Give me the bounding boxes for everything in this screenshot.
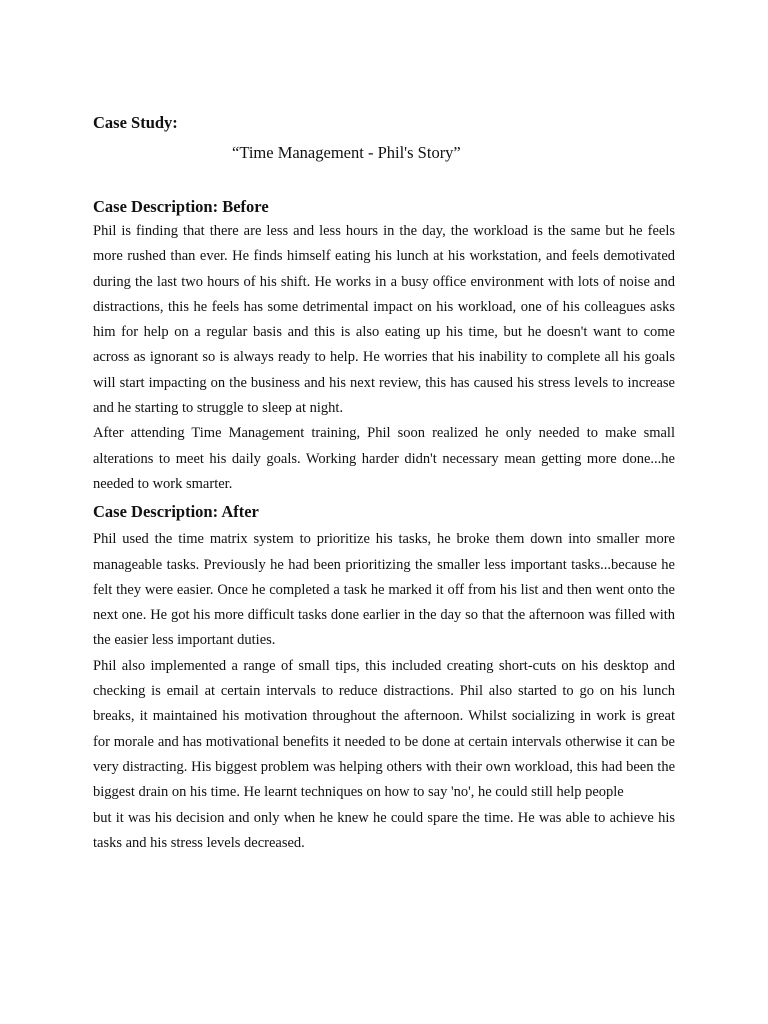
section-before-heading: Case Description: Before xyxy=(93,197,269,216)
document-page xyxy=(93,111,675,856)
paragraph-before-1: Phil is finding that there are less and less hours in the day, the workload is the same but he feels more rushed than ever. He finds himself eating his lunch at his workstation, and feels demotivated during the last two hours of his shift. He works in a busy office environment with lots of noise and distractions, this he feels has some detrimental impact on his workload, one of his colleagues asks him for help on a regular basis and this is also eating up his time, but he doesn't want to come across as ignorant so is always ready to help. He worries that his inability to complete all his goals will start impacting on the business and his next review, this has caused his stress levels to increase and he starting to struggle to sleep at night. xyxy=(93,223,675,417)
document-title: “Time Management - Phil's Story” xyxy=(232,143,461,162)
paragraph-before-2: After attending Time Management training, Phil soon realized he only needed to make small alterations to meet his daily goals. Working harder didn't necessary mean getting more done...he needed to work smarter. xyxy=(93,425,675,492)
paragraph-after-2: Phil also implemented a range of small tips, this included creating short-cuts on his desktop and checking is email at certain intervals to reduce distractions. Phil also started to go on his lunch breaks, it maintained his motivation throughout the afternoon. Whilst socializing in work is great for morale and has motivational benefits it needed to be done at certain intervals otherwise it can be very distracting. His biggest problem was helping others with their own workload, this had been the biggest drain on his time. He learnt techniques on how to say 'no', he could still help people xyxy=(93,657,675,801)
paragraph-after-1: Phil used the time matrix system to prioritize his tasks, he broke them down into smaller more manageable tasks. Previously he had been prioritizing the smaller less important tasks...because he felt they were easier. Once he completed a task he marked it off from his list and then went onto the next one. He got his more difficult tasks done earlier in the day so that the afternoon was filled with the easier less important duties. xyxy=(93,531,675,649)
case-study-label: Case Study: xyxy=(93,113,178,132)
section-after-heading: Case Description: After xyxy=(93,502,259,522)
paragraph-after-3: but it was his decision and only when he knew he could spare the time. He was able to achieve his tasks and his stress levels decreased. xyxy=(93,809,675,851)
